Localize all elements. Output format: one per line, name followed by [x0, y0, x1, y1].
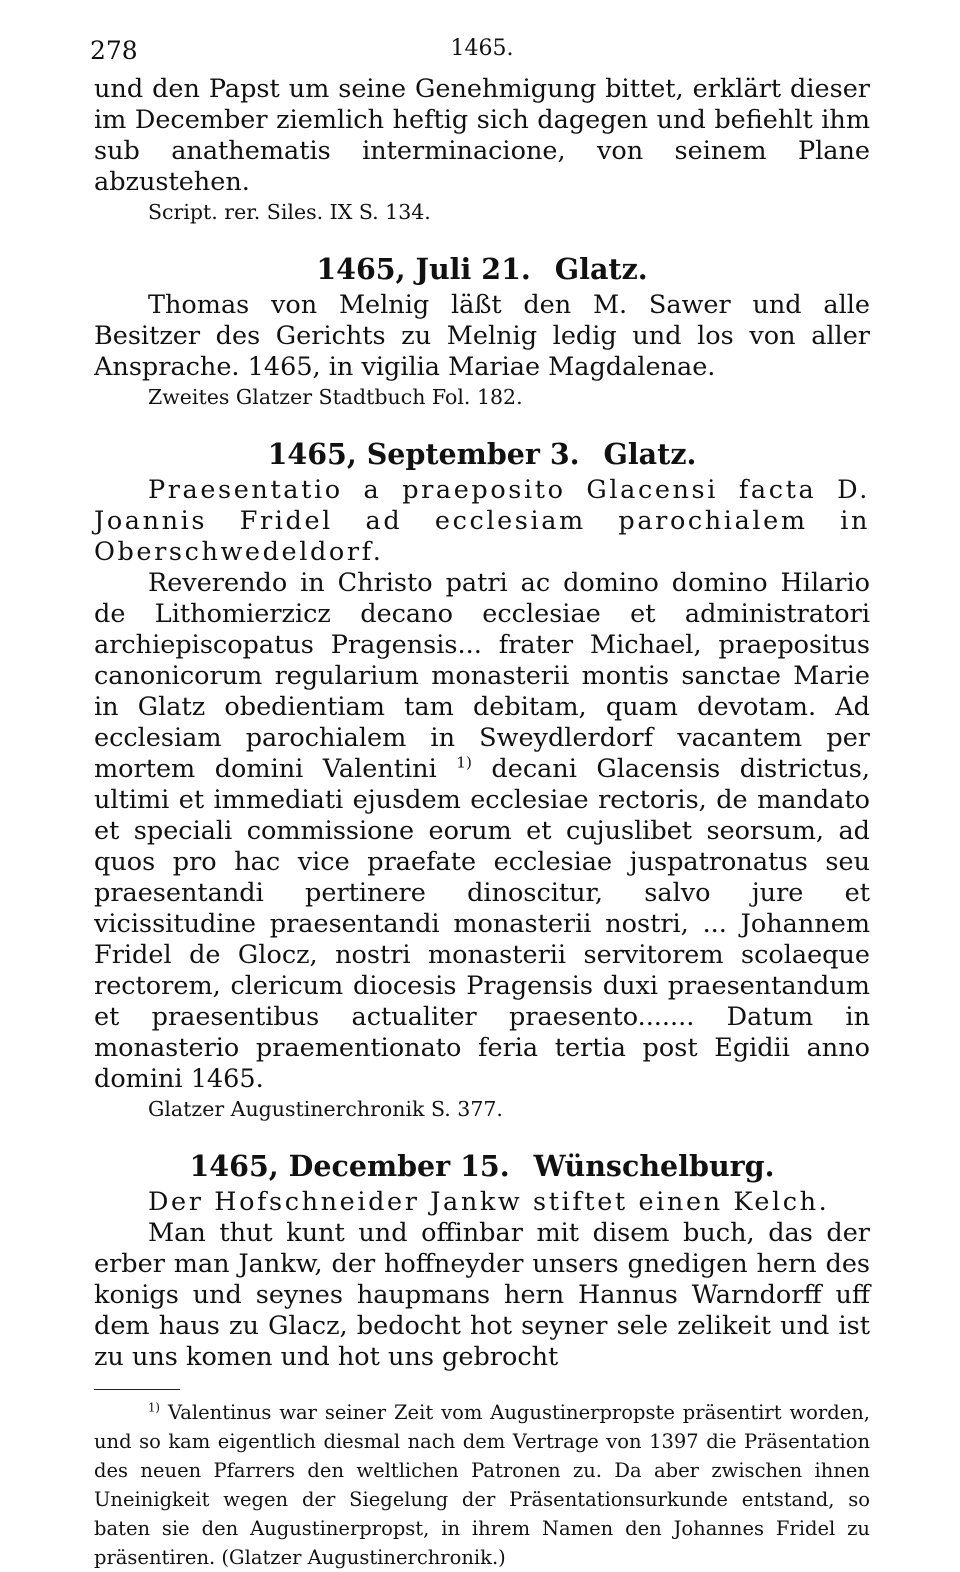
entry-text-part: Reverendo in Christo patri ac domino domino Hilario de Lithomierzicz decano ecclesiae et administratori archiepiscopatus Pragensis... frater Michael, praepositus canonicorum regularium monasterii montis sanctae Marie in Glatz obedientiam tam debitam, quam devotam. Ad ecclesiam parochialem in Sweydlerdorf vacantem per mortem domini Valentini	[94, 568, 870, 784]
entry-date: 1465, December 15.	[189, 1149, 510, 1183]
entry-place: Glatz.	[554, 252, 648, 286]
entry-date: 1465, September 3.	[267, 437, 580, 471]
entry-paragraph: Thomas von Melnig läßt den M. Sawer und alle Besitzer des Gerichts zu Melnig ledig und los von aller Ansprache. 1465, in vigilia Mariae Magdalenae.	[94, 290, 870, 382]
entry-heading	[94, 437, 870, 471]
footnote-marker: 1)	[148, 1400, 160, 1415]
entry-date: 1465, Juli 21.	[316, 252, 531, 286]
footnote	[94, 1398, 870, 1572]
page-header	[90, 30, 870, 74]
footnote-text: Valentinus war seiner Zeit vom Augustinerpropste präsentirt worden, und so kam eigentlich diesmal nach dem Vertrage von 1397 die Präsentation des neuen Pfarrers den weltlichen Patronen zu. Da aber zwischen ihnen Uneinigkeit wegen der Siegelung der Präsentationsurkunde entstand, so baten sie den Augustinerpropst, in ihrem Namen den Johannes Fridel zu präsentiren. (Glatzer Augustinerchronik.)	[94, 1401, 871, 1569]
running-head-year: 1465.	[450, 36, 514, 61]
entry-text-part: decani Glacensis districtus, ultimi et immediati ejusdem ecclesiae rectoris, de mandato et speciali commissione eorum et cujuslibet seorsum, ad quos pro hac vice praefate ecclesiae juspatronatus seu praesentandi pertinere dinoscitur, salvo jure et vicissitudine praesentandi monasterii nostri, ... Johannem Fridel de Glocz, nostri monasterii servitorem scolaeque rectorem, clericum diocesis Pragensis duxi praesentandum et praesentibus actualiter praesento....... Datum in monasterio praementionato feria tertia post Egidii anno domini 1465.	[94, 754, 870, 1094]
entry-place: Glatz.	[603, 437, 697, 471]
intro-source: Script. rer. Siles. IX S. 134.	[148, 200, 431, 224]
entry-source: Glatzer Augustinerchronik S. 377.	[148, 1097, 503, 1121]
footnote-reference: 1)	[456, 753, 472, 772]
intro-paragraph: und den Papst um seine Genehmigung bittet, erklärt dieser im December ziemlich heftig sich dagegen und befiehlt ihm sub anathematis interminacione, von seinem Plane abzustehen.	[94, 74, 870, 197]
footnote-separator	[94, 1389, 180, 1390]
entry-source: Zweites Glatzer Stadtbuch Fol. 182.	[148, 385, 523, 409]
document-page	[90, 30, 871, 1572]
entry-paragraph: Man thut kunt und offinbar mit disem buch, das der erber man Jankw, der hoffneyder unsers gnedigen hern des konigs und seynes haupmans hern Hannus Warndorff uff dem haus zu Glacz, bedocht hot seyner sele zelikeit und ist zu uns komen und hot uns gebrocht	[94, 1218, 870, 1372]
entry-summary: Praesentatio a praeposito Glacensi facta D. Joannis Fridel ad ecclesiam parochialem in Oberschwedeldorf.	[94, 475, 870, 567]
page-number: 278	[90, 36, 138, 65]
entry-place: Wünschelburg.	[533, 1149, 775, 1183]
entry-summary: Der Hofschneider Jankw stiftet einen Kelch.	[148, 1187, 830, 1217]
entry-heading	[94, 1149, 870, 1183]
entry-paragraph	[94, 568, 870, 1095]
entry-heading	[94, 252, 870, 286]
